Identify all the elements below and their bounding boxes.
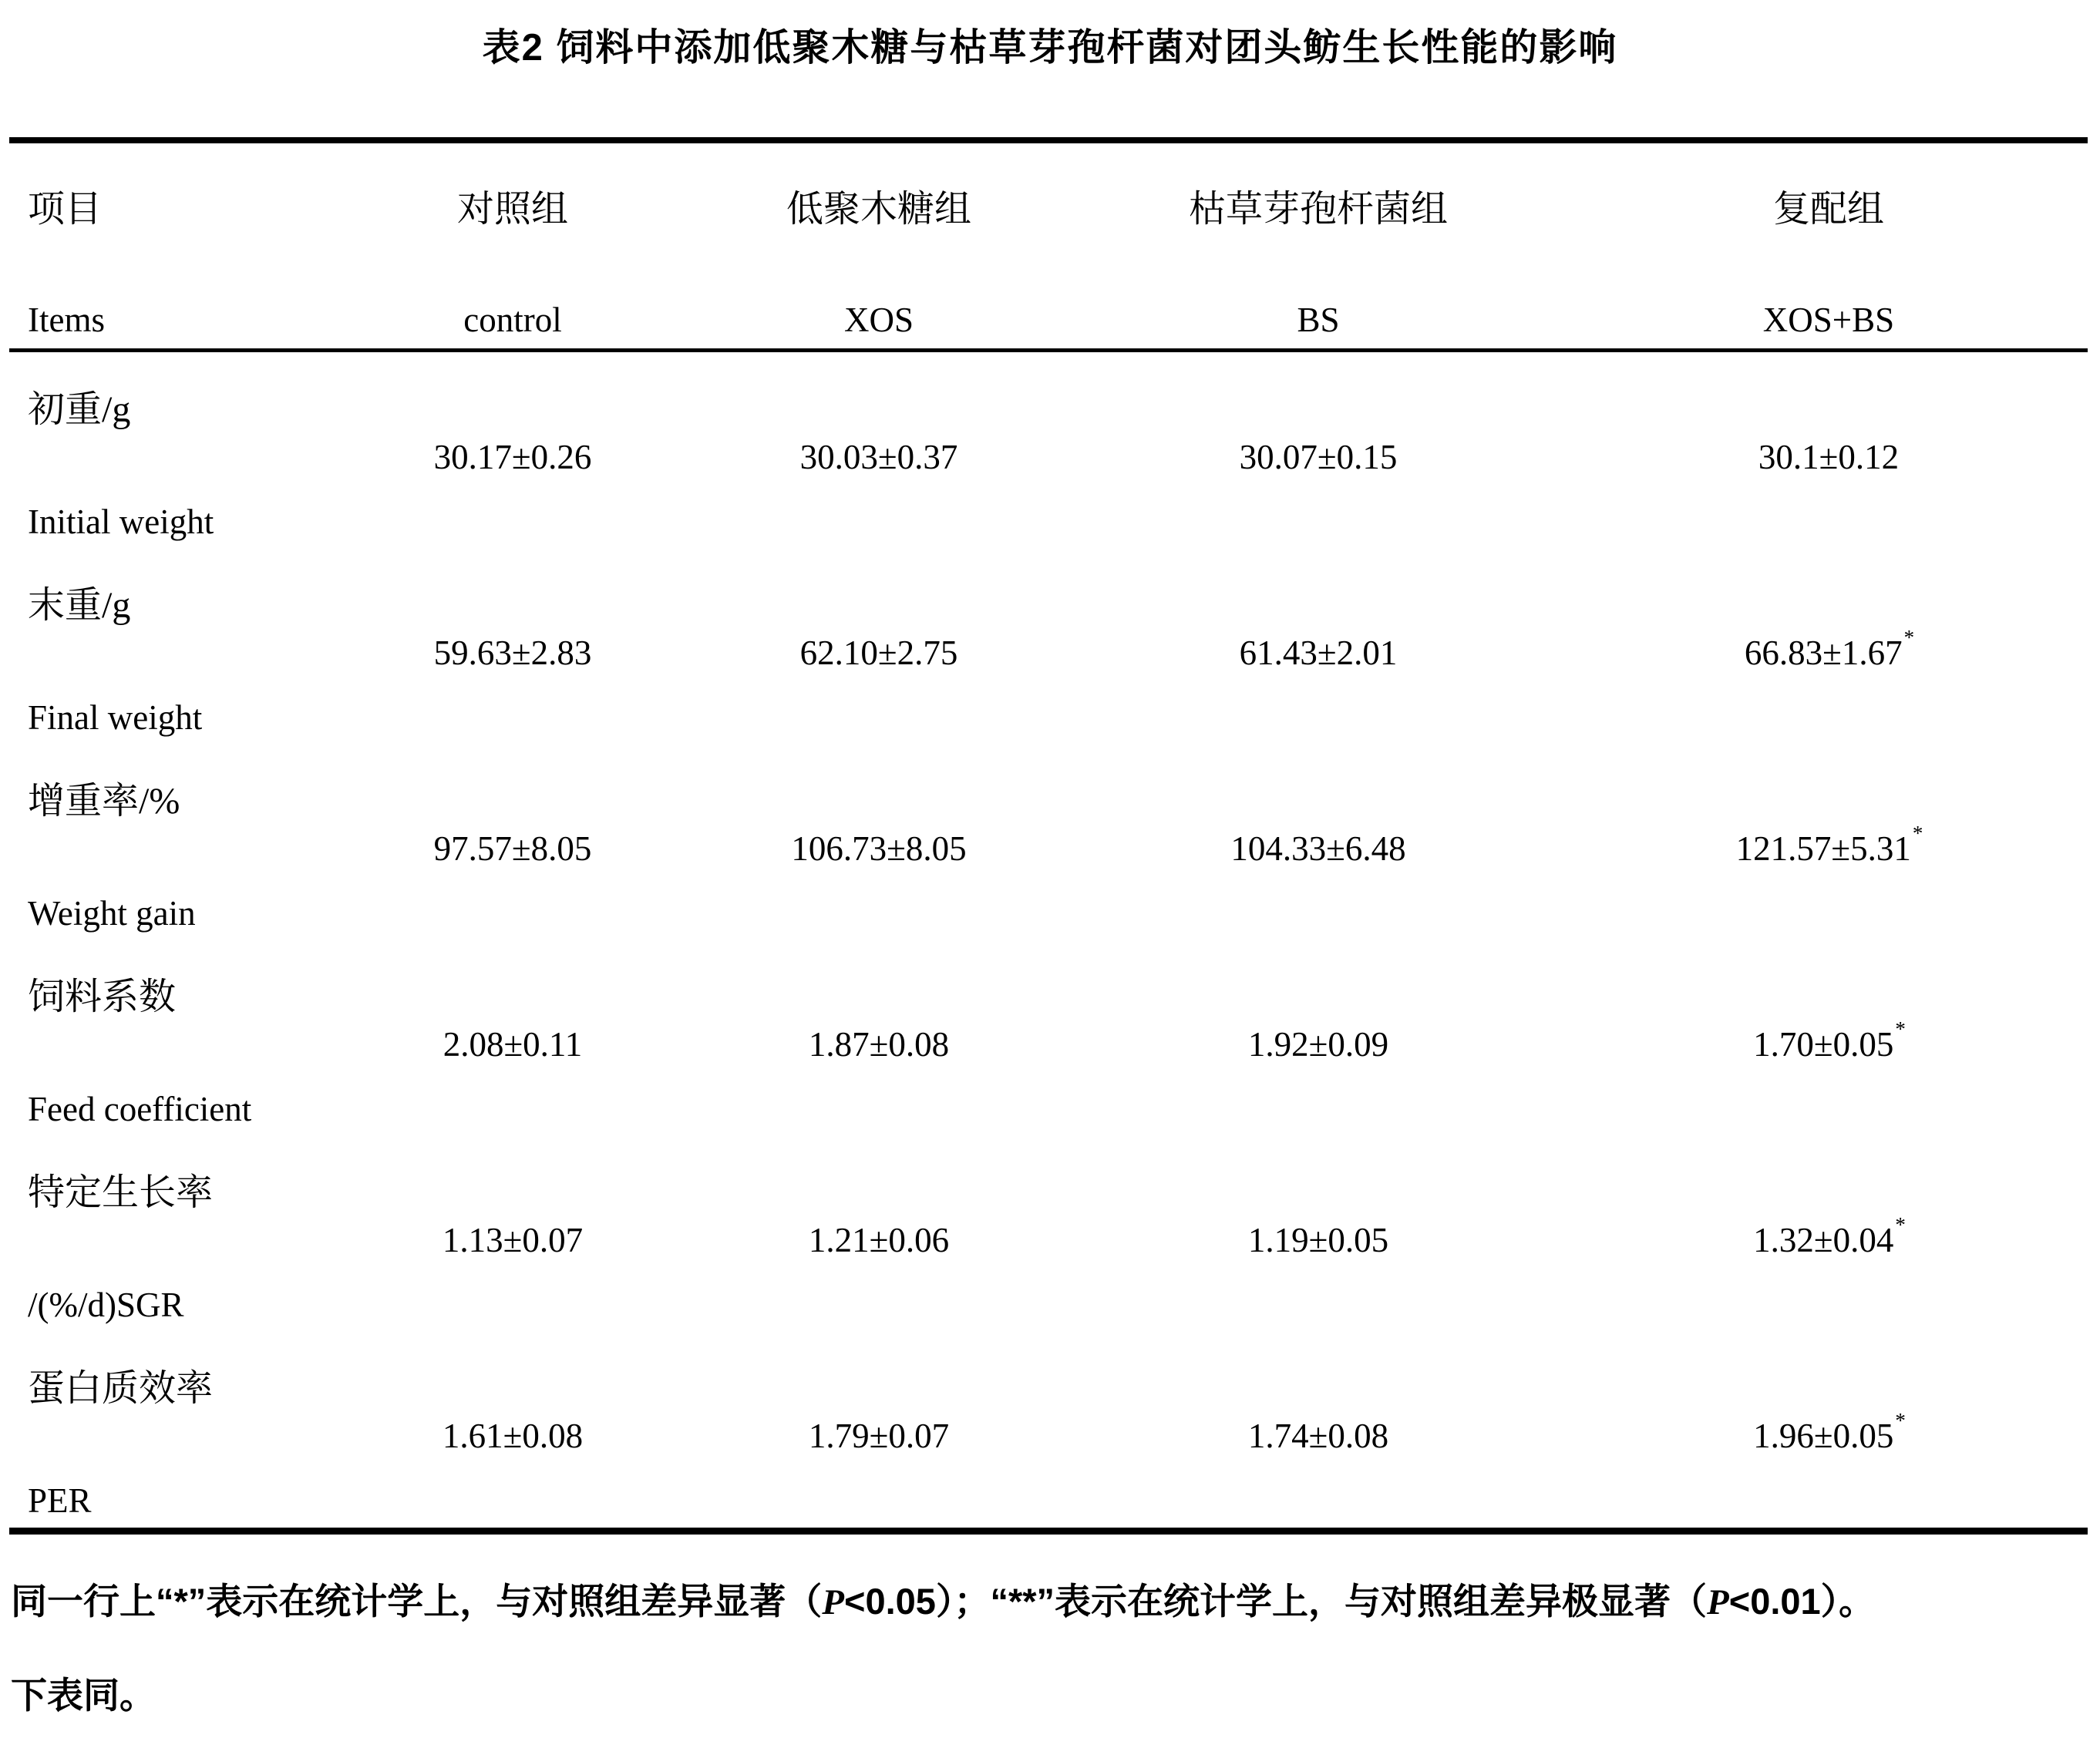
footnote-p-italic: P [1707, 1582, 1729, 1622]
cell-value [1079, 946, 1557, 1142]
rule-top [9, 137, 2088, 143]
table-footnote-line2: 下表同。 [11, 1675, 156, 1716]
header-xos-en: XOS [843, 301, 914, 339]
value-text: 1.61±0.08 [442, 1416, 584, 1455]
significance-mark: * [1912, 821, 1923, 845]
header-cell-xos-bs [1557, 145, 2100, 348]
row-label-cn: 初重/g [28, 389, 131, 430]
cell-value [347, 1338, 678, 1534]
row-label-en: Weight gain [28, 894, 196, 933]
cell-value [678, 555, 1079, 751]
header-cell-bs [1079, 145, 1557, 348]
header-control-cn: 对照组 [456, 189, 568, 230]
value-text: 1.21±0.06 [808, 1220, 950, 1259]
row-label-en: /(%/d)SGR [28, 1286, 184, 1324]
value-text: 106.73±8.05 [791, 829, 967, 868]
value-text: 1.32±0.04 [1753, 1220, 1894, 1259]
cell-value [347, 359, 678, 555]
row-label [0, 549, 347, 745]
table-row-weight-gain [0, 745, 2100, 940]
footnote-p-italic: P [822, 1582, 845, 1622]
rule-bottom [9, 1528, 2088, 1535]
cell-value [678, 359, 1079, 555]
value-text: 30.17±0.26 [433, 437, 592, 476]
header-control-en: control [463, 301, 562, 339]
table-row-initial-weight [0, 353, 2100, 549]
cell-value [1557, 946, 2100, 1142]
row-label [0, 745, 347, 940]
row-label-cn: 饲料系数 [28, 977, 177, 1017]
header-bs-cn: 枯草芽孢杆菌组 [1188, 189, 1448, 230]
header-xos-bs-en: XOS+BS [1762, 301, 1895, 339]
value-text: 1.87±0.08 [808, 1024, 950, 1064]
rule-below-header [9, 348, 2088, 352]
value-text: 1.92±0.09 [1247, 1024, 1389, 1064]
table-footnote [11, 1580, 1875, 1624]
header-xos-cn: 低聚木糖组 [786, 189, 971, 230]
row-label-cn: 增重率/% [28, 781, 180, 822]
cell-value [1557, 1338, 2100, 1534]
row-label-en: Feed coefficient [28, 1090, 252, 1128]
significance-mark: * [1895, 1017, 1906, 1040]
value-text: 1.79±0.07 [808, 1416, 950, 1455]
header-xos-bs-cn: 复配组 [1772, 189, 1884, 230]
cell-value [1079, 1338, 1557, 1534]
footnote-text: <0.01）。 [1728, 1581, 1876, 1622]
table-body [0, 353, 2100, 1528]
header-items-en: Items [28, 301, 105, 339]
cell-value [1079, 555, 1557, 751]
header-cell-xos [678, 145, 1079, 348]
cell-value [678, 751, 1079, 946]
value-text: 1.13±0.07 [442, 1220, 584, 1259]
cell-value [347, 946, 678, 1142]
cell-value [1557, 555, 2100, 751]
significance-mark: * [1895, 1212, 1906, 1236]
row-label-cn: 蛋白质效率 [28, 1368, 214, 1409]
table-row-sgr [0, 1136, 2100, 1332]
row-label [0, 940, 347, 1136]
header-cell-control [347, 145, 678, 348]
row-label [0, 1332, 347, 1528]
cell-value [1079, 1142, 1557, 1338]
value-text: 30.03±0.37 [799, 437, 958, 476]
row-label-cn: 特定生长率 [28, 1172, 214, 1213]
value-text: 2.08±0.11 [443, 1024, 583, 1064]
value-text: 104.33±6.48 [1230, 829, 1406, 868]
significance-mark: * [1903, 625, 1915, 649]
row-label-cn: 末重/g [28, 585, 131, 626]
value-text: 62.10±2.75 [799, 633, 958, 672]
cell-value [347, 751, 678, 946]
footnote-text: 同一行上“*”表示在统计学上，与对照组差异显著（ [11, 1581, 823, 1622]
value-text: 1.70±0.05 [1753, 1024, 1894, 1064]
table-row-per [0, 1332, 2100, 1528]
footnote-text: <0.05）；“**”表示在统计学上，与对照组差异极显著（ [844, 1581, 1708, 1622]
cell-value [678, 1338, 1079, 1534]
value-text: 66.83±1.67 [1744, 633, 1903, 672]
value-text: 30.1±0.12 [1758, 437, 1900, 476]
cell-value [347, 555, 678, 751]
value-text: 97.57±8.05 [433, 829, 592, 868]
cell-value [1079, 751, 1557, 946]
cell-value [1557, 359, 2100, 555]
table-title: 表2 饲料中添加低聚木糖与枯草芽孢杆菌对团头鲂生长性能的影响 [482, 27, 1618, 69]
row-label-en: Initial weight [28, 503, 214, 541]
cell-value [1557, 751, 2100, 946]
row-label-en: Final weight [28, 698, 203, 737]
value-text: 30.07±0.15 [1239, 437, 1398, 476]
header-items-cn: 项目 [28, 189, 103, 230]
value-text: 1.74±0.08 [1247, 1416, 1389, 1455]
cell-value [1079, 359, 1557, 555]
table-row-feed-coefficient [0, 940, 2100, 1136]
table-header [0, 145, 2100, 348]
row-label [0, 1136, 347, 1332]
value-text: 61.43±2.01 [1239, 633, 1398, 672]
cell-value [678, 946, 1079, 1142]
header-cell-items [0, 145, 347, 348]
value-text: 59.63±2.83 [433, 633, 592, 672]
header-bs-en: BS [1297, 301, 1340, 339]
table-row-final-weight [0, 549, 2100, 745]
row-label-en: PER [28, 1481, 92, 1520]
significance-mark: * [1895, 1408, 1906, 1432]
cell-value [678, 1142, 1079, 1338]
value-text: 1.96±0.05 [1753, 1416, 1894, 1455]
cell-value [347, 1142, 678, 1338]
row-label [0, 353, 347, 549]
value-text: 1.19±0.05 [1247, 1220, 1389, 1259]
value-text: 121.57±5.31 [1735, 829, 1911, 868]
cell-value [1557, 1142, 2100, 1338]
